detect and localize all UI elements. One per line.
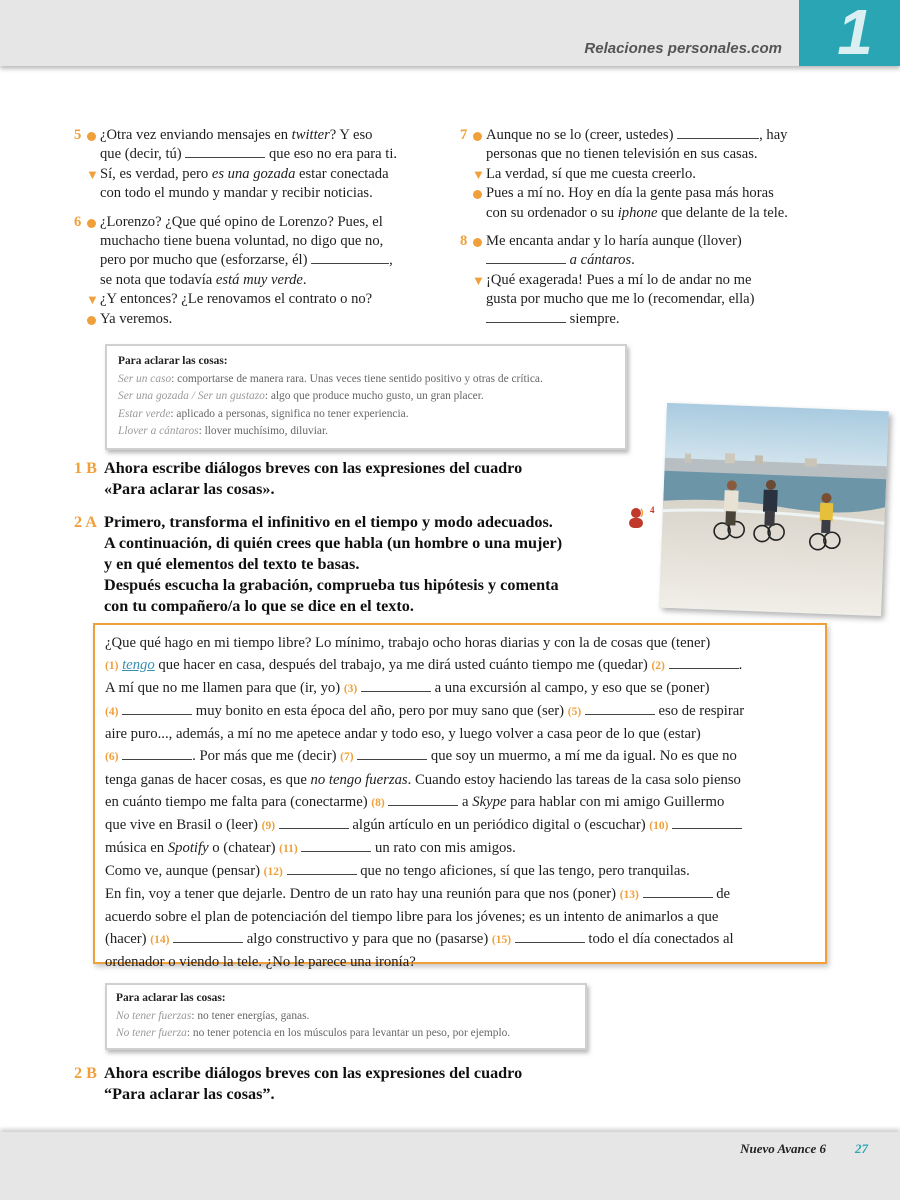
clarify-item: Ser un caso: comportarse de manera rara. Unas veces tiene sentido positivo y otras de crítica. — [118, 372, 543, 385]
text-line: Como ve, aunque (pensar) (12) que no tengo aficiones, sí que las tengo, pero tranquilas. — [105, 862, 690, 879]
task-line: «Para aclarar las cosas». — [104, 480, 275, 498]
text-line: (6) . Por más que me (decir) (7) que soy un muermo, a mí me da igual. No es que no — [105, 748, 737, 765]
dialogue-line: con todo el mundo y mandar y recibir noticias. — [100, 185, 373, 202]
exercise-number: 5 — [74, 127, 82, 143]
audio-track-button[interactable] — [624, 505, 658, 529]
dialogue-line: gusta por mucho que me lo (recomendar, ella) — [486, 291, 755, 308]
exercise-number: 6 — [74, 213, 82, 230]
answer-blank[interactable] — [287, 862, 357, 875]
text-line: (1) tengo que hacer en casa, después del trabajo, ya me dirá usted cuánto tiempo me (quedar) (2) . — [105, 657, 743, 674]
dialogue-line: muchacho tiene buena voluntad, no digo que no, — [100, 233, 384, 250]
answer-blank[interactable] — [677, 126, 759, 139]
exercise-8 — [460, 232, 850, 329]
clarify-item: No tener fuerzas: no tener energías, ganas. — [116, 1009, 310, 1022]
photo-illustration — [659, 403, 889, 616]
page-number: 27 — [855, 1141, 868, 1156]
text-line: A mí que no me llamen para que (ir, yo) (3) a una excursión al campo, y eso que se (poner) — [105, 680, 710, 697]
dialogue-line: Me encanta andar y lo haría aunque (llover) — [486, 232, 850, 251]
text-line: que vive en Brasil o (leer) (9) algún artículo en un periódico digital o (escuchar) (10) — [105, 814, 815, 837]
exercise-number: 7 — [460, 127, 468, 143]
text-line: En fin, voy a tener que dejarle. Dentro de un rato hay una reunión para que nos (poner) (13) de — [105, 886, 731, 903]
text-line: en cuánto tiempo me falta para (conectarme) (8) a Skype para hablar con mi amigo Guillermo — [105, 793, 725, 810]
task-number: 2 A — [74, 513, 97, 531]
section-title: Relaciones personales.com — [584, 40, 782, 57]
text-line: acuerdo sobre el plan de potenciación del tiempo libre para los jóvenes; es un intento de animarlos a que — [105, 909, 719, 926]
dialogue-line: ▼ ¡Qué exagerada! Pues a mí lo de andar no me — [486, 271, 850, 290]
answer-blank[interactable] — [311, 251, 389, 264]
answer-blank[interactable] — [173, 930, 243, 943]
text-line: ¿Que qué hago en mi tiempo libre? Lo mínimo, trabajo ocho horas diarias y con la de cosas que (tener) — [105, 635, 711, 651]
dialogue-line: que (decir, tú) que eso no era para ti. — [100, 146, 398, 163]
right-exercises — [460, 126, 850, 336]
answer-blank[interactable] — [486, 251, 566, 264]
clarify-title: Para aclarar las cosas: — [116, 992, 226, 1004]
task-2a — [74, 512, 674, 617]
clarify-item: Llover a cántaros: llover muchísimo, diluviar. — [118, 425, 328, 438]
dialogue-line: se nota que todavía está muy verde. — [100, 271, 307, 288]
dialogue-line: Ya veremos. — [100, 310, 444, 329]
beach-cyclists-photo — [659, 403, 889, 616]
dialogue-line: ▼ ¿Y entonces? ¿Le renovamos el contrato o no? — [100, 290, 444, 309]
example-answer: tengo — [122, 657, 155, 674]
dialogue-line: ▼ Sí, es verdad, pero es una gozada estar conectada — [100, 165, 444, 184]
dialogue-line: a cántaros. — [486, 251, 850, 270]
dialogue-line: pero por mucho que (esforzarse, él) , — [100, 252, 393, 269]
answer-blank[interactable] — [388, 793, 458, 806]
exercise-5 — [74, 126, 444, 204]
clarify-item: Estar verde: aplicado a personas, significa no tener experiencia. — [118, 407, 409, 420]
task-1b — [74, 458, 664, 500]
listening-person-icon — [624, 505, 648, 529]
task-line: y en qué elementos del texto te basas. — [104, 555, 360, 573]
answer-blank[interactable] — [643, 885, 713, 898]
task-number: 2 B — [74, 1064, 97, 1082]
dialogue-line: con su ordenador o su iphone que delante de la tele. — [486, 204, 788, 221]
clarify-box-1 — [105, 344, 627, 450]
dialogue-line: ▼ La verdad, sí que me cuesta creerlo. — [486, 165, 850, 184]
answer-blank[interactable] — [301, 839, 371, 852]
task-line: Después escucha la grabación, comprueba tus hipótesis y comenta — [104, 576, 559, 594]
triangle-marker-icon: ▼ — [472, 272, 485, 288]
answer-blank[interactable] — [361, 679, 431, 692]
dialogue-line: Aunque no se lo (creer, ustedes) , hay — [486, 126, 850, 145]
task-line: “Para aclarar las cosas”. — [104, 1085, 275, 1103]
task-line: Ahora escribe diálogos breves con las expresiones del cuadro — [104, 459, 523, 477]
answer-blank[interactable] — [669, 656, 739, 669]
triangle-marker-icon: ▼ — [86, 292, 99, 308]
answer-blank[interactable] — [122, 747, 192, 760]
dialogue-line: personas que no tienen televisión en sus casas. — [486, 146, 758, 163]
text-line: aire puro..., además, a mí no me apetece andar y todo eso, y luego volver a casa peor de lo que (estar) — [105, 726, 701, 743]
clarify-title: Para aclarar las cosas: — [118, 355, 228, 367]
text-line: ordenador o viendo la tele. ¿No le parece una ironía? — [105, 954, 416, 971]
dialogue-line: Pues a mí no. Hoy en día la gente pasa más horas — [486, 184, 850, 203]
reading-text-box — [93, 623, 827, 971]
unit-number: 1 — [837, 0, 873, 68]
answer-blank[interactable] — [515, 930, 585, 943]
answer-blank[interactable] — [585, 702, 655, 715]
clarify-item: Ser una gozada / Ser un gustazo: algo que produce mucho gusto, un gran placer. — [118, 390, 484, 403]
answer-blank[interactable] — [279, 816, 349, 829]
text-line: (4) muy bonito en esta época del año, pero por muy sano que (ser) (5) eso de respirar — [105, 703, 745, 720]
answer-blank[interactable] — [357, 747, 427, 760]
clarify-box-2 — [105, 983, 587, 1050]
answer-blank[interactable] — [672, 816, 742, 829]
text-line: (hacer) (14) algo constructivo y para que no (pasarse) (15) todo el día conectados al — [105, 931, 734, 948]
dialogue-line: siempre. — [486, 310, 850, 329]
exercise-number: 8 — [460, 233, 468, 250]
task-line: A continuación, di quién crees que habla (un hombre o una mujer) — [104, 534, 563, 552]
track-number: 4 — [650, 505, 655, 515]
task-2b — [74, 1063, 664, 1105]
answer-blank[interactable] — [486, 310, 566, 323]
answer-blank[interactable] — [122, 702, 192, 715]
task-line: con tu compañero/a lo que se dice en el texto. — [104, 597, 414, 615]
exercise-7 — [460, 126, 850, 223]
dialogue-line: ¿Otra vez enviando mensajes en twitter? Y eso — [100, 126, 444, 145]
exercise-6 — [74, 213, 444, 329]
left-exercises — [74, 126, 444, 336]
clarify-item: No tener fuerza: no tener potencia en los músculos para levantar un peso, por ejemplo. — [116, 1027, 511, 1040]
book-title: Nuevo Avance 6 — [740, 1141, 826, 1156]
answer-blank[interactable] — [185, 145, 265, 158]
triangle-marker-icon: ▼ — [86, 166, 99, 182]
task-line: Primero, transforma el infinitivo en el tiempo y modo adecuados. — [104, 513, 553, 531]
triangle-marker-icon: ▼ — [472, 166, 485, 182]
task-number: 1 B — [74, 459, 97, 477]
text-line: música en Spotify o (chatear) (11) un rato con mis amigos. — [105, 839, 516, 856]
text-line: tenga ganas de hacer cosas, es que no tengo fuerzas. Cuando estoy haciendo las tareas de la casa solo pienso — [105, 771, 741, 788]
task-line: Ahora escribe diálogos breves con las expresiones del cuadro — [104, 1064, 523, 1082]
dialogue-line: ¿Lorenzo? ¿Que qué opino de Lorenzo? Pues, el — [100, 213, 444, 232]
